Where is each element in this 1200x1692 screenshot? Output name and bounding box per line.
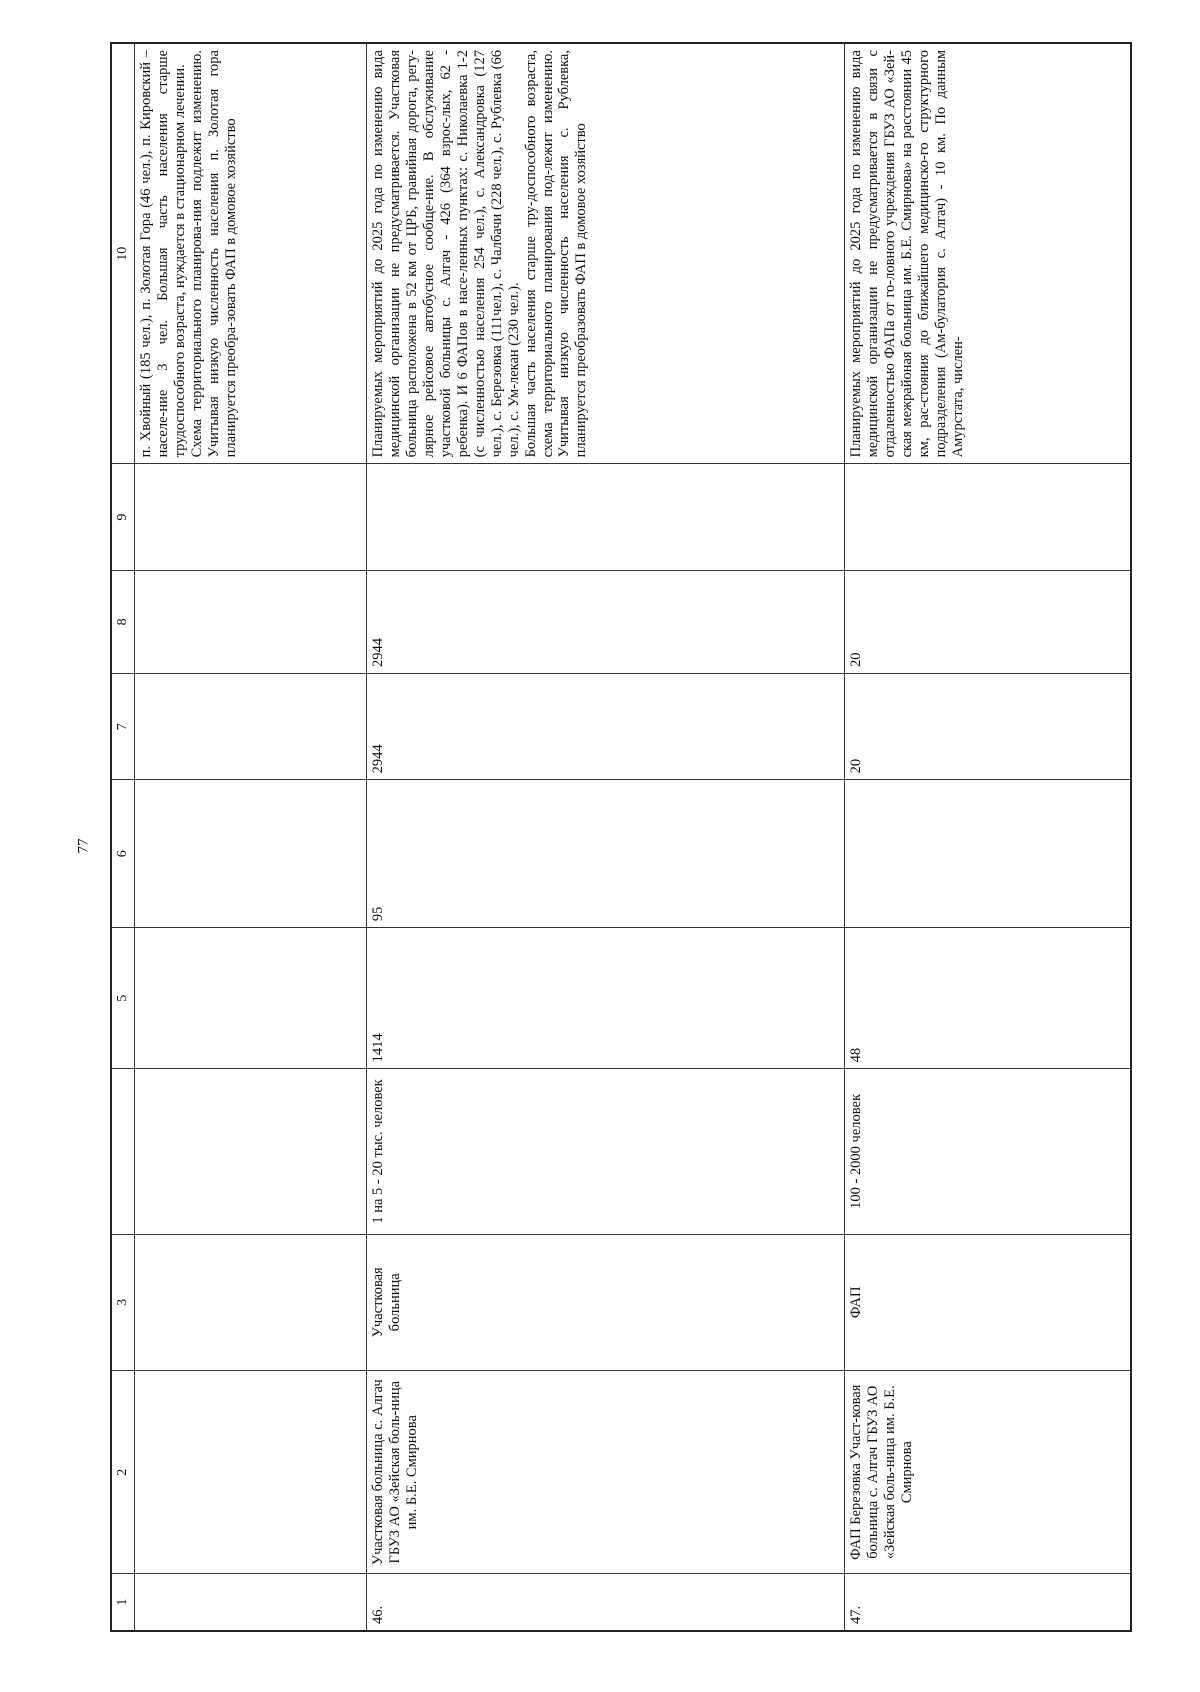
cell-col7: 2944 bbox=[367, 674, 845, 780]
rotated-table-container bbox=[110, 42, 1132, 1632]
cell-name: Участковая больница с. Алгач ГБУЗ АО «Зейская боль-ница им. Б.Е. Смирнова bbox=[367, 1371, 845, 1574]
cell-col8: 2944 bbox=[367, 570, 845, 673]
cell-col9 bbox=[845, 464, 1132, 570]
cell-norm: 100 - 2000 человек bbox=[845, 1069, 1132, 1234]
table-row bbox=[367, 43, 845, 1631]
note-paragraph: Схема территориального планирова-ния подлежит изменению. Учитывая низкую численность населения п. Золотая гора планируется преобра-зовать ФАП в домовое хозяйство bbox=[188, 50, 239, 458]
note-paragraph: Планируемых мероприятий до 2025 года по изменению вида медицинской организации не предусматривается. Участковая больница расположена в 52 км от ЦРБ, гравийная дорога, регу-лярное рейсовое автобусное сообще-ние. В обслуживание участковой больницы с. Алгач - 426 (364 взрос-лых, 62 - ребенка). И 6 ФАПов в насе-ленных пунктах: с. Николаевка 1-2 (с численностью населения 254 чел.), с. Александровка (127 чел.), с. Березовка (111чел.), с. Чалбачи (228 чел.), с. Рублевка (66 чел.), с. Ум-лекан (230 чел.). bbox=[370, 50, 522, 458]
cell-number: 47. bbox=[845, 1574, 1132, 1631]
cell-notes bbox=[845, 43, 1132, 464]
cell-col9 bbox=[135, 464, 367, 570]
cell-notes bbox=[135, 43, 367, 464]
cell-type bbox=[135, 1234, 367, 1371]
cell-number: 46. bbox=[367, 1574, 845, 1631]
header-cell: 9 bbox=[111, 464, 135, 570]
header-cell: 1 bbox=[111, 1574, 135, 1631]
cell-name: ФАП Березовка Участ-ковая больница с. Алгач ГБУЗ АО «Зейская боль-ница им. Б.Е. Смирнова bbox=[845, 1371, 1132, 1574]
cell-col6 bbox=[135, 780, 367, 928]
header-cell: 3 bbox=[111, 1234, 135, 1371]
cell-col9 bbox=[367, 464, 845, 570]
note-paragraph: Планируемых мероприятий до 2025 года по изменению вида медицинской организации не предусматривается в связи с отдаленностью ФАПа от го-ловного учреждения ГБУЗ АО «Зей-ская межрайоная больница им. Б.Е. Смирнова» на расстоянии 45 км, рас-стояния до ближайшего медицинско-го структурного подразделения (Ам-булатория с. Алгач) - 10 км. По данным Амурстата, числен- bbox=[848, 50, 966, 458]
header-cell: 2 bbox=[111, 1371, 135, 1574]
cell-col8: 20 bbox=[845, 570, 1132, 673]
cell-notes bbox=[367, 43, 845, 464]
note-paragraph: Большая часть населения старше тру-доспособного возраста, схема территориального планирования под-лежит изменению. Учитывая низкую численность населения с. Рублевка, планируется преобразовать ФАП в домовое хозяйство bbox=[522, 50, 590, 458]
header-cell: 8 bbox=[111, 570, 135, 673]
header-cell: 7 bbox=[111, 674, 135, 780]
cell-col5: 1414 bbox=[367, 928, 845, 1069]
page-number: 77 bbox=[75, 838, 92, 854]
header-cell: 10 bbox=[111, 43, 135, 464]
cell-col6 bbox=[845, 780, 1132, 928]
header-cell: 6 bbox=[111, 780, 135, 928]
note-paragraph: п. Хвойный (185 чел.), п. Золотая Гора (46 чел.), п. Кировский – населе-ние 3 чел. Большая часть населения старше трудоспособного возраста, нуждается в стационарном лечении. bbox=[138, 50, 188, 458]
table-row bbox=[135, 43, 367, 1631]
cell-col5 bbox=[135, 928, 367, 1069]
cell-col5: 48 bbox=[845, 928, 1132, 1069]
cell-type: ФАП bbox=[845, 1234, 1132, 1371]
cell-col6: 95 bbox=[367, 780, 845, 928]
cell-number bbox=[135, 1574, 367, 1631]
header-cell: 5 bbox=[111, 928, 135, 1069]
cell-name bbox=[135, 1371, 367, 1574]
cell-norm bbox=[135, 1069, 367, 1234]
cell-col7 bbox=[135, 674, 367, 780]
header-row bbox=[111, 43, 135, 1631]
table-row bbox=[845, 43, 1132, 1631]
cell-type: Участковая больница bbox=[367, 1234, 845, 1371]
header-cell bbox=[111, 1069, 135, 1234]
cell-col7: 20 bbox=[845, 674, 1132, 780]
data-table bbox=[110, 42, 1132, 1632]
cell-norm: 1 на 5 - 20 тыс. человек bbox=[367, 1069, 845, 1234]
cell-col8 bbox=[135, 570, 367, 673]
